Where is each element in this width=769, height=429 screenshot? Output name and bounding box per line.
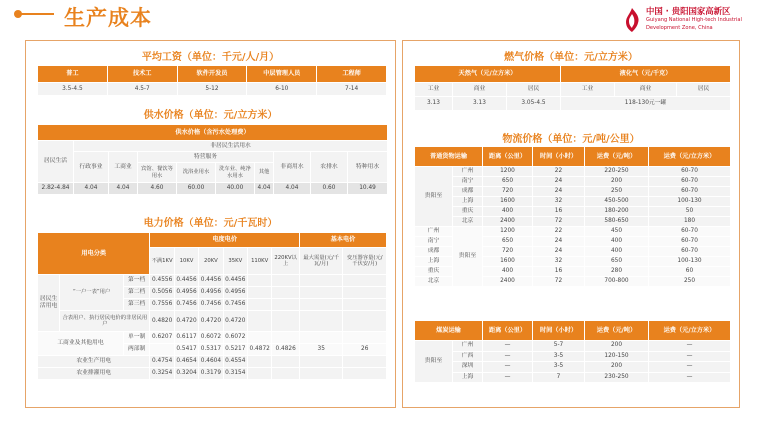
- logistics-city: 广西: [453, 351, 483, 362]
- power-value: 0.3154: [223, 368, 247, 380]
- logistics-cell: 250: [649, 277, 731, 287]
- power-value: 0.4654: [174, 356, 198, 368]
- water-value: 60.00: [177, 183, 216, 195]
- water-col: 工商业: [109, 152, 138, 183]
- logistics-cell: —: [649, 362, 731, 373]
- logistics-col: 时间（小时）: [533, 147, 585, 167]
- logistics-cell: 400: [585, 247, 649, 257]
- logistics-cell: 24: [533, 187, 585, 197]
- power-value: 0.7556: [150, 299, 174, 311]
- power-value: 35: [299, 344, 342, 356]
- water-value: 4.04: [74, 183, 109, 195]
- fuel-sub: 商业: [453, 83, 507, 97]
- logistics-cell: 5-7: [533, 341, 585, 352]
- logo-en1: Guiyang National High-tech Industrial: [646, 17, 742, 23]
- power-value: 0.4720: [174, 311, 198, 332]
- logistics-cell: 2400: [483, 277, 533, 287]
- logistics-from: 贵阳至: [415, 167, 453, 227]
- water-col: 洗车业、纯净水用水: [216, 163, 255, 183]
- logistics-cell: 220-250: [585, 167, 649, 177]
- salary-value: 4.5-7: [107, 83, 177, 96]
- logistics-cell: 24: [533, 237, 585, 247]
- fuel-value: 3.13: [453, 97, 507, 111]
- logistics-cell: —: [483, 362, 533, 373]
- logistics-cell: 400: [483, 267, 533, 277]
- power-value: 26: [343, 344, 387, 356]
- logistics-cell: 50: [649, 207, 731, 217]
- power-value: [150, 344, 174, 356]
- power-value: 0.3254: [150, 368, 174, 380]
- power-value: 0.7456: [223, 299, 247, 311]
- water-value: 40.00: [216, 183, 255, 195]
- water-col: 宾馆、餐饮等用水: [138, 163, 177, 183]
- power-value: 0.4956: [174, 287, 198, 299]
- power-voltage: 不满1KV: [150, 248, 174, 275]
- power-title: 电力价格（单位：元/千瓦时）: [143, 218, 278, 229]
- logistics-cell: —: [649, 351, 731, 362]
- logistics-city: 深圳: [453, 362, 483, 373]
- logistics-cell: 1600: [483, 197, 533, 207]
- power-value: 0.3179: [199, 368, 223, 380]
- logistics-city: 广州: [453, 341, 483, 352]
- page-title: 生产成本: [64, 6, 152, 30]
- power-value: 0.5417: [174, 344, 198, 356]
- water-table: [37, 124, 388, 195]
- power-dual-label: 两部制: [123, 344, 150, 356]
- power-tier: 第三档: [123, 299, 150, 311]
- salary-value: 5-12: [177, 83, 247, 96]
- power-value: 0.6117: [174, 332, 198, 344]
- logistics-table: [414, 146, 731, 287]
- logistics-cell: 1600: [483, 257, 533, 267]
- logistics-cell: 2400: [483, 217, 533, 227]
- logistics-cell: 7: [533, 372, 585, 383]
- fuel-title: 燃气价格（单位：元/立方米）: [504, 52, 638, 63]
- logistics-city: 成都: [415, 247, 453, 257]
- power-voltage: 20KV: [199, 248, 223, 275]
- power-value: 0.3204: [174, 368, 198, 380]
- logistics-cell: 120-150: [585, 351, 649, 362]
- power-value: 0.4956: [199, 287, 223, 299]
- salary-title: 平均工资（单位：千元/人/月）: [141, 52, 280, 63]
- logistics-cell: 60-70: [649, 237, 731, 247]
- logistics-cell: 60-70: [649, 187, 731, 197]
- salary-header: 中层管理人员: [247, 66, 317, 83]
- power-value: 0.4604: [199, 356, 223, 368]
- water-col: 非商用水: [274, 152, 311, 183]
- power-value: 0.6072: [199, 332, 223, 344]
- fuel-lpg-header: 液化气（元/千克）: [561, 66, 731, 83]
- logistics-city: 北京: [453, 217, 483, 227]
- logistics-cell: 60-70: [649, 167, 731, 177]
- logistics-cell: 450: [585, 227, 649, 237]
- logistics-col: 距离（公里）: [483, 147, 533, 167]
- fuel-sub: 工业: [415, 83, 453, 97]
- water-value: 10.49: [348, 183, 388, 195]
- flame-logo-icon: [621, 7, 643, 33]
- logistics-cell: 60-70: [649, 247, 731, 257]
- fuel-value: 3.05-4.5: [507, 97, 561, 111]
- power-voltage: 220KV以上: [272, 248, 300, 275]
- water-value: 4.04: [255, 183, 274, 195]
- logistics-cell: 60-70: [649, 177, 731, 187]
- logistics-cell: 650: [585, 257, 649, 267]
- logistics-cell: 180: [649, 217, 731, 227]
- logistics-col: 距离（公里）: [483, 321, 533, 341]
- logistics-col: 运费（元/吨）: [585, 147, 649, 167]
- power-energy-header: 电度电价: [150, 233, 300, 248]
- logistics-city: 上海: [453, 372, 483, 383]
- power-value: 0.4820: [150, 311, 174, 332]
- fuel-value: 3.13: [415, 97, 453, 111]
- logistics-title: 物流价格（单位：元/吨/公里）: [502, 134, 640, 145]
- power-voltage: 35KV: [223, 248, 247, 275]
- logistics-cell: 200: [585, 341, 649, 352]
- fuel-sub: 工业: [561, 83, 615, 97]
- water-resident-header: 居民生活: [38, 141, 74, 183]
- water-value: 4.60: [138, 183, 177, 195]
- logistics-cell: 230-250: [585, 372, 649, 383]
- water-nonresident-header: 非居民生活用水: [74, 141, 388, 152]
- logistics-cell: 24: [533, 177, 585, 187]
- salary-value: 7-14: [317, 83, 387, 96]
- logistics-city: 南宁: [415, 237, 453, 247]
- water-col: 特种用水: [348, 152, 388, 183]
- fuel-value: 118-130元一罐: [561, 97, 731, 111]
- power-agri-label: 农业生产用电: [38, 356, 150, 368]
- water-value: 2.82-4.84: [38, 183, 74, 195]
- salary-header: 技术工: [107, 66, 177, 83]
- logistics-cell: 22: [533, 227, 585, 237]
- power-combined-label: 合表用户、执行居民电价的非居民用户: [60, 311, 150, 332]
- logistics-cell: 100-130: [649, 197, 731, 207]
- power-value: 0.4456: [174, 275, 198, 287]
- power-category-header: 用电分类: [38, 233, 150, 275]
- logistics-cell: —: [483, 341, 533, 352]
- logistics-city: 上海: [415, 257, 453, 267]
- logistics-cell: 200: [585, 362, 649, 373]
- logistics-cell: 3-5: [533, 351, 585, 362]
- logo: [621, 5, 761, 39]
- coal-freight-table: [414, 320, 731, 383]
- water-col: 洗浴业用水: [177, 163, 216, 183]
- power-single-label: 单一制: [123, 332, 150, 344]
- logistics-cell: 60-70: [649, 227, 731, 237]
- power-value: 0.6207: [150, 332, 174, 344]
- power-value: 0.4872: [247, 344, 271, 356]
- logistics-city: 广州: [415, 227, 453, 237]
- power-value: 0.4556: [150, 275, 174, 287]
- logistics-cell: 720: [483, 187, 533, 197]
- logistics-cell: 580-650: [585, 217, 649, 227]
- salary-header: 普工: [38, 66, 108, 83]
- water-col: 行政事业: [74, 152, 109, 183]
- power-value: 0.4720: [199, 311, 223, 332]
- logistics-col: 运费（元/立方米）: [649, 147, 731, 167]
- logistics-cell: 1200: [483, 167, 533, 177]
- fuel-sub: 居民: [677, 83, 731, 97]
- logo-cn: 中国 · 贵阳国家高新区: [646, 6, 731, 16]
- logistics-city: 广州: [453, 167, 483, 177]
- water-title: 供水价格（单位：元/立方米）: [143, 110, 278, 121]
- power-value: 0.5056: [150, 287, 174, 299]
- salary-header: 工程师: [317, 66, 387, 83]
- logistics-cell: 650: [483, 237, 533, 247]
- logistics-cell: —: [483, 372, 533, 383]
- power-value: 0.4956: [223, 287, 247, 299]
- logistics-col: 时间（小时）: [533, 321, 585, 341]
- logistics-cell: 24: [533, 247, 585, 257]
- logistics-cell: 16: [533, 267, 585, 277]
- logistics-cell: 32: [533, 257, 585, 267]
- power-industry-label: 工商业及其他用电: [38, 332, 124, 356]
- logistics-city: 南宁: [453, 177, 483, 187]
- logistics-freight-header: 煤炭运输: [415, 321, 483, 341]
- logistics-cell: 700-800: [585, 277, 649, 287]
- power-basic-col: 最大需量(元/千瓦/月): [299, 248, 342, 275]
- logistics-city: 重庆: [415, 267, 453, 277]
- logistics-cell: 400: [585, 237, 649, 247]
- header-line: [20, 13, 54, 15]
- power-value: 0.4754: [150, 356, 174, 368]
- logistics-cell: —: [649, 341, 731, 352]
- water-value: 0.60: [311, 183, 348, 195]
- power-basic-header: 基本电价: [299, 233, 386, 248]
- power-drain-label: 农业排灌用电: [38, 368, 150, 380]
- fuel-sub: 居民: [507, 83, 561, 97]
- logistics-city: 重庆: [453, 207, 483, 217]
- logistics-from: 贵阳至: [415, 341, 453, 383]
- power-value: 0.6072: [223, 332, 247, 344]
- power-onemeter-label: “一户一表”用户: [60, 275, 124, 311]
- salary-header: 软件开发员: [177, 66, 247, 83]
- power-value: 0.7456: [174, 299, 198, 311]
- logistics-cell: —: [483, 351, 533, 362]
- power-tier: 第一档: [123, 275, 150, 287]
- logistics-cell: 3-5: [533, 362, 585, 373]
- logistics-cell: 280: [585, 267, 649, 277]
- logistics-cell: 1200: [483, 227, 533, 237]
- logistics-cell: 16: [533, 207, 585, 217]
- logistics-cell: 72: [533, 277, 585, 287]
- power-value: 0.4554: [223, 356, 247, 368]
- power-tier: 第二档: [123, 287, 150, 299]
- power-value: 0.4456: [199, 275, 223, 287]
- logistics-col: 运费（元/吨）: [585, 321, 649, 341]
- logistics-city: 上海: [453, 197, 483, 207]
- power-resident-label: 居民生活用电: [38, 275, 60, 332]
- power-value: 0.5217: [223, 344, 247, 356]
- logistics-cell: 400: [483, 207, 533, 217]
- power-voltage: 10KV: [174, 248, 198, 275]
- logistics-col: 运费（元/立方米）: [649, 321, 731, 341]
- logistics-cell: 450-500: [585, 197, 649, 207]
- logistics-cell: 180-200: [585, 207, 649, 217]
- power-voltage: 110KV: [247, 248, 271, 275]
- power-value: 0.5317: [199, 344, 223, 356]
- water-value: 4.04: [274, 183, 311, 195]
- logistics-cell: 60: [649, 267, 731, 277]
- salary-table: [37, 65, 387, 96]
- water-col: 农排水: [311, 152, 348, 183]
- logistics-cell: 650: [483, 177, 533, 187]
- salary-value: 3.5-4.5: [38, 83, 108, 96]
- power-value: 0.4826: [272, 344, 300, 356]
- water-col: 其他: [255, 163, 274, 183]
- logistics-cell: 250: [585, 187, 649, 197]
- fuel-sub: 商业: [615, 83, 677, 97]
- logistics-cell: 100-130: [649, 257, 731, 267]
- logistics-city: 北京: [415, 277, 453, 287]
- power-value: 0.7456: [199, 299, 223, 311]
- water-special-header: 特营服务: [138, 152, 274, 163]
- logistics-cell: 22: [533, 167, 585, 177]
- logistics-cell: 720: [483, 247, 533, 257]
- logistics-cell: 72: [533, 217, 585, 227]
- power-value: 0.4720: [223, 311, 247, 332]
- water-value: 4.04: [109, 183, 138, 195]
- logistics-cargo-header: 普通货物运输: [415, 147, 483, 167]
- salary-value: 6-10: [247, 83, 317, 96]
- water-group-header: 供水价格（含污水处理费）: [38, 125, 388, 141]
- logistics-city: 成都: [453, 187, 483, 197]
- power-value: 0.4456: [223, 275, 247, 287]
- logistics-cell: —: [649, 372, 731, 383]
- logistics-from: 贵阳至: [453, 227, 483, 287]
- fuel-gas-header: 天然气（元/立方米）: [415, 66, 561, 83]
- logistics-cell: 32: [533, 197, 585, 207]
- logo-en2: Development Zone, China: [646, 25, 713, 31]
- power-basic-col: 变压器容量(元/千伏安/月): [343, 248, 387, 275]
- power-table: [37, 232, 387, 380]
- logistics-cell: 200: [585, 177, 649, 187]
- fuel-table: [414, 65, 731, 111]
